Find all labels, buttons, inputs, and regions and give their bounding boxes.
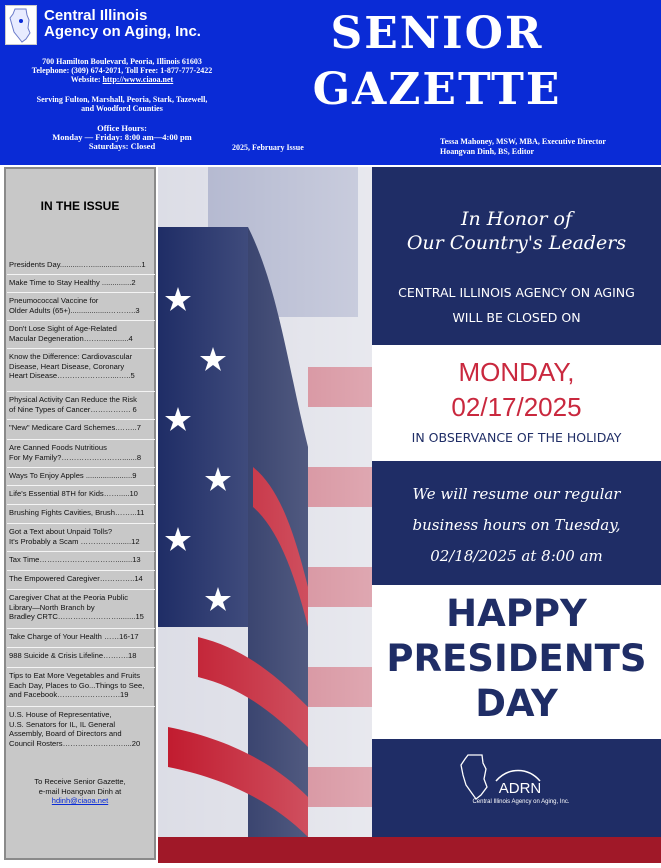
toc-entry-line: The Empowered Caregiver…………..14: [9, 574, 143, 583]
service-area: [4, 95, 240, 113]
toc-entry-line: U.S. Senators for IL, IL General: [9, 719, 116, 729]
toc-divider: [7, 348, 155, 349]
logo-caption: Central Illinois Agency on Aging, Inc.: [472, 799, 570, 805]
toc-entry[interactable]: [9, 352, 155, 381]
toc-entry-line: Life's Essential 8TH for Kids…….....10: [9, 489, 138, 498]
toc-divider: [7, 419, 155, 420]
toc-entry-line: Physical Activity Can Reduce the Risk: [9, 395, 137, 404]
resume-notice: [372, 479, 661, 572]
observance-text: IN OBSERVANCE OF THE HOLIDAY: [411, 430, 622, 445]
toc-entry[interactable]: [9, 671, 155, 700]
toc-entry[interactable]: [9, 324, 155, 343]
toc-entry[interactable]: [9, 395, 155, 414]
office-hours-title: Office Hours:: [97, 123, 147, 133]
toc-entry-line: Pneumococcal Vaccine for: [9, 296, 99, 305]
toc-entry-line: Know the Difference: Cardiovascular: [9, 352, 133, 361]
closure-date: 02/17/2025: [451, 392, 582, 422]
toc-entry-line: Library—North Branch by: [9, 602, 95, 612]
toc-entry[interactable]: [9, 632, 155, 642]
resume-line2: business hours on Tuesday,: [412, 516, 621, 534]
closure-notice: [372, 280, 661, 330]
happy-presidents-day-greeting: [372, 591, 661, 726]
toc-divider: [7, 504, 155, 505]
toc-divider: [7, 667, 155, 668]
toc-divider: [7, 589, 155, 590]
toc-divider: [7, 320, 155, 321]
service-area-line1: Serving Fulton, Marshall, Peoria, Stark, Tazewell,: [36, 95, 208, 104]
toc-entry[interactable]: [9, 423, 155, 433]
toc-entry-line: U.S. House of Representative,: [9, 710, 112, 719]
executive-director: Tessa Mahoney, MSW, MBA, Executive Director: [440, 137, 606, 146]
subscription-line1: To Receive Senior Gazette,: [34, 777, 126, 786]
red-bottom-band: [158, 837, 661, 863]
toc-entry[interactable]: [9, 593, 155, 622]
adrn-logo: [448, 747, 588, 837]
greeting-line2: PRESIDENTS: [386, 637, 647, 680]
toc-entry-line: Tips to Eat More Vegetables and Fruits: [9, 671, 140, 680]
toc-entry-line: of Nine Types of Cancer……………. 6: [9, 404, 137, 414]
telephone: Telephone: (309) 674-2071, Toll Free: 1-877-777-2422: [31, 66, 213, 75]
toc-divider: [7, 292, 155, 293]
issue-date: 2025, February Issue: [232, 143, 304, 152]
toc-entry-line: Bradley CRTC……………………........15: [9, 612, 144, 622]
toc-entry-line: Council Rosters……………………....20: [9, 738, 141, 748]
toc-divider: [7, 467, 155, 468]
greeting-line3: DAY: [475, 682, 558, 725]
adrn-logo-mark: ADRN: [498, 780, 542, 797]
closure-line2: WILL BE CLOSED ON: [452, 310, 581, 325]
website-line: [4, 75, 240, 84]
toc-divider: [7, 523, 155, 524]
toc-entry-line: Got a Text about Unpaid Tolls?: [9, 527, 113, 536]
website-link[interactable]: http://www.ciaoa.net: [102, 75, 174, 84]
office-hours-saturday: Saturdays: Closed: [88, 141, 156, 151]
toc-entry[interactable]: [9, 260, 155, 270]
toc-entry-line: 988 Suicide & Crisis Lifeline……….18: [9, 651, 137, 660]
toc-entry-line: Ways To Enjoy Apples ......................9: [9, 471, 137, 480]
contact-block: [4, 57, 240, 84]
editor-email-link[interactable]: hdinh@ciaoa.net: [51, 796, 109, 805]
toc-entry-line: Brushing Fights Cavities, Brush……...11: [9, 508, 145, 517]
masthead: [0, 0, 661, 165]
toc-entry-line: Heart Disease…………………....…..5: [9, 371, 135, 381]
website-label: Website:: [70, 75, 101, 84]
toc-entry-line: Are Canned Foods Nutritious: [9, 443, 107, 452]
toc-entry-line: and Facebook…………………….19: [9, 690, 129, 700]
title-line2: GAZETTE: [312, 64, 562, 115]
toc-divider: [7, 551, 155, 552]
toc-divider: [7, 628, 155, 629]
toc-entry[interactable]: [9, 278, 155, 288]
greeting-line1: HAPPY: [446, 592, 587, 635]
toc-entry[interactable]: [9, 574, 155, 584]
service-area-line2: and Woodford Counties: [81, 104, 163, 113]
toc-entry-line: Assembly, Board of Directors and: [9, 729, 122, 739]
toc-entry-line: Make Time to Stay Healthy ..............2: [9, 278, 136, 287]
toc-heading: IN THE ISSUE: [40, 199, 120, 213]
resume-line1: We will resume our regular: [412, 485, 621, 503]
title-line1: SENIOR: [330, 8, 544, 59]
american-flag-image: [158, 167, 378, 863]
subscription-line2: e-mail Hoangvan Dinh at: [38, 786, 122, 796]
toc-divider: [7, 439, 155, 440]
toc-divider: [7, 274, 155, 275]
subscription-note: [6, 777, 154, 806]
toc-entry[interactable]: [9, 471, 155, 481]
toc-entry-line: For My Family?…………………….......8: [9, 452, 142, 462]
toc-entry-line: It's Probably a Scam ……………......12: [9, 536, 140, 546]
org-name-line1: Central Illinois: [44, 7, 148, 24]
toc-divider: [7, 391, 155, 392]
closure-day: MONDAY,: [458, 357, 575, 387]
toc-entry[interactable]: [9, 508, 155, 518]
toc-entry-line: Don't Lose Sight of Age-Related: [9, 324, 117, 333]
org-name-line2: Agency on Aging, Inc.: [44, 23, 201, 40]
toc-entry-line: "New" Medicare Card Schemes.……..7: [9, 423, 141, 432]
toc-entry-line: Take Charge of Your Health ……16-17: [9, 632, 139, 641]
toc-entry-line: Presidents Day...........…........................1: [9, 260, 146, 269]
organization-name: [44, 8, 234, 40]
toc-entry[interactable]: [9, 296, 155, 315]
presidents-day-banner: [158, 167, 661, 863]
honor-heading: [372, 207, 661, 255]
toc-entry[interactable]: [9, 527, 155, 546]
illinois-map-logo: [5, 5, 37, 45]
toc-entry[interactable]: [9, 443, 155, 462]
editor: Hoangvan Dinh, BS, Editor: [440, 147, 535, 156]
office-hours: [4, 124, 240, 151]
toc-divider: [7, 647, 155, 648]
toc-entry-line: Disease, Heart Disease, Coronary: [9, 361, 125, 371]
toc-entry-line: Caregiver Chat at the Peoria Public: [9, 593, 129, 602]
toc-entry[interactable]: [9, 710, 155, 748]
toc-entry-line: Macular Degeneration……..............4: [9, 333, 133, 343]
address: 700 Hamilton Boulevard, Peoria, Illinois 61603: [42, 57, 202, 66]
toc-divider: [7, 706, 155, 707]
toc-divider: [7, 570, 155, 571]
publication-title: [272, 6, 602, 118]
toc-entry-line: Tax Time…………………………........13: [9, 555, 141, 564]
staff-credits: [440, 137, 660, 157]
toc-entry-line: Older Adults (65+)..................………..3: [9, 305, 140, 315]
toc-entry[interactable]: [9, 489, 155, 499]
toc-entry-line: Each Day, Places to Go...Things to See,: [9, 680, 145, 690]
toc-divider: [7, 485, 155, 486]
office-hours-weekday: Monday — Friday: 8:00 am—4:00 pm: [52, 132, 192, 142]
closure-line1: CENTRAL ILLINOIS AGENCY ON AGING: [398, 285, 635, 300]
toc-entry[interactable]: [9, 651, 155, 661]
resume-line3: 02/18/2025 at 8:00 am: [430, 547, 603, 565]
honor-line2: Our Country's Leaders: [406, 232, 627, 254]
table-of-contents-sidebar: [4, 167, 156, 860]
toc-entry[interactable]: [9, 555, 155, 565]
honor-line1: In Honor of: [460, 208, 573, 230]
